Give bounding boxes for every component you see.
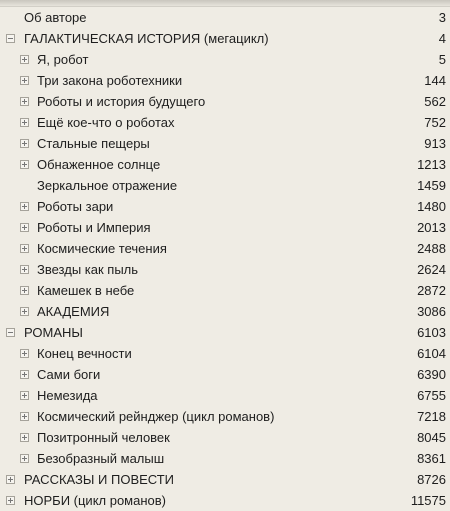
toc-item-page: 8361	[417, 451, 446, 466]
expand-icon[interactable]	[20, 349, 29, 358]
collapse-icon[interactable]	[6, 328, 15, 337]
toc-item-page: 2013	[417, 220, 446, 235]
toc-item-page: 7218	[417, 409, 446, 424]
toc-item[interactable]	[0, 70, 450, 91]
expand-icon[interactable]	[20, 118, 29, 127]
toc-item[interactable]	[0, 448, 450, 469]
expand-icon[interactable]	[6, 496, 15, 505]
toc-item-title[interactable]: Космические течения	[37, 241, 167, 256]
toc-item-page: 4	[438, 31, 446, 46]
toc-top-edge	[0, 0, 450, 7]
toc-item-page: 3	[438, 10, 446, 25]
toc-item-page: 6104	[417, 346, 446, 361]
toc-item-page: 1459	[417, 178, 446, 193]
toc-item-title[interactable]: Три закона роботехники	[37, 73, 183, 88]
toc-item[interactable]	[0, 196, 450, 217]
toc-item-title[interactable]: Позитронный человек	[37, 430, 170, 445]
toc-item-title[interactable]: Ещё кое-что о роботах	[37, 115, 175, 130]
table-of-contents	[0, 7, 450, 511]
expand-icon[interactable]	[20, 139, 29, 148]
toc-item-title[interactable]: НОРБИ (цикл романов)	[24, 493, 166, 508]
toc-item-page: 562	[424, 94, 446, 109]
toc-item-title[interactable]: ГАЛАКТИЧЕСКАЯ ИСТОРИЯ (мегацикл)	[24, 31, 269, 46]
toc-item-title[interactable]: Звезды как пыль	[37, 262, 139, 277]
toc-item-page: 3086	[417, 304, 446, 319]
expand-icon[interactable]	[20, 160, 29, 169]
toc-item[interactable]	[0, 238, 450, 259]
toc-item[interactable]	[0, 385, 450, 406]
expand-icon[interactable]	[20, 391, 29, 400]
toc-item[interactable]	[0, 322, 450, 343]
toc-item[interactable]	[0, 364, 450, 385]
toc-item-page: 6103	[417, 325, 446, 340]
toc-item[interactable]	[0, 7, 450, 28]
toc-item[interactable]	[0, 406, 450, 427]
toc-item-title[interactable]: Роботы и Империя	[37, 220, 151, 235]
toc-item-page: 8726	[417, 472, 446, 487]
toc-item[interactable]	[0, 217, 450, 238]
toc-item-title[interactable]: Роботы и история будущего	[37, 94, 206, 109]
collapse-icon[interactable]	[6, 34, 15, 43]
toc-item-title[interactable]: РАССКАЗЫ И ПОВЕСТИ	[24, 472, 175, 487]
toc-item[interactable]	[0, 175, 450, 196]
toc-item-title[interactable]: Об авторе	[24, 10, 87, 25]
toc-item-page: 2488	[417, 241, 446, 256]
toc-item-page: 913	[424, 136, 446, 151]
expand-icon[interactable]	[20, 412, 29, 421]
toc-item[interactable]	[0, 154, 450, 175]
expand-icon[interactable]	[20, 97, 29, 106]
expand-icon[interactable]	[20, 454, 29, 463]
toc-item[interactable]	[0, 49, 450, 70]
toc-item-page: 8045	[417, 430, 446, 445]
toc-item-page: 11575	[410, 493, 446, 508]
toc-item-title[interactable]: Конец вечности	[37, 346, 132, 361]
expand-icon[interactable]	[20, 265, 29, 274]
expand-icon[interactable]	[20, 307, 29, 316]
expand-icon[interactable]	[20, 286, 29, 295]
toc-item-title[interactable]: Роботы зари	[37, 199, 114, 214]
toc-item-title[interactable]: РОМАНЫ	[24, 325, 83, 340]
toc-item-title[interactable]: АКАДЕМИЯ	[37, 304, 110, 319]
expand-icon[interactable]	[20, 55, 29, 64]
toc-item[interactable]	[0, 280, 450, 301]
expand-icon[interactable]	[6, 475, 15, 484]
toc-item-page: 752	[424, 115, 446, 130]
toc-item-page: 144	[424, 73, 446, 88]
toc-item-title[interactable]: Космический рейнджер (цикл романов)	[37, 409, 275, 424]
toc-item-title[interactable]: Сами боги	[37, 367, 101, 382]
expand-icon[interactable]	[20, 433, 29, 442]
toc-item-page: 2624	[417, 262, 446, 277]
toc-item[interactable]	[0, 301, 450, 322]
toc-item-title[interactable]: Стальные пещеры	[37, 136, 150, 151]
expand-icon[interactable]	[20, 223, 29, 232]
toc-item[interactable]	[0, 91, 450, 112]
toc-item[interactable]	[0, 133, 450, 154]
toc-item-page: 2872	[417, 283, 446, 298]
toc-item[interactable]	[0, 427, 450, 448]
expand-icon[interactable]	[20, 244, 29, 253]
toc-item-page: 6755	[417, 388, 446, 403]
toc-item[interactable]	[0, 469, 450, 490]
toc-item-page: 6390	[417, 367, 446, 382]
toc-item[interactable]	[0, 259, 450, 280]
toc-item-page: 1213	[417, 157, 446, 172]
toc-item-title[interactable]: Камешек в небе	[37, 283, 135, 298]
toc-item[interactable]	[0, 28, 450, 49]
expand-icon[interactable]	[20, 76, 29, 85]
expand-icon[interactable]	[20, 202, 29, 211]
toc-item-title[interactable]: Немезида	[37, 388, 98, 403]
toc-item-title[interactable]: Безобразный малыш	[37, 451, 165, 466]
toc-item-page: 1480	[417, 199, 446, 214]
toc-item-title[interactable]: Обнаженное солнце	[37, 157, 161, 172]
toc-item[interactable]	[0, 112, 450, 133]
toc-item-title[interactable]: Я, робот	[37, 52, 89, 67]
toc-item-title[interactable]: Зеркальное отражение	[37, 178, 178, 193]
expand-icon[interactable]	[20, 370, 29, 379]
toc-item[interactable]	[0, 343, 450, 364]
toc-item-page: 5	[438, 52, 446, 67]
